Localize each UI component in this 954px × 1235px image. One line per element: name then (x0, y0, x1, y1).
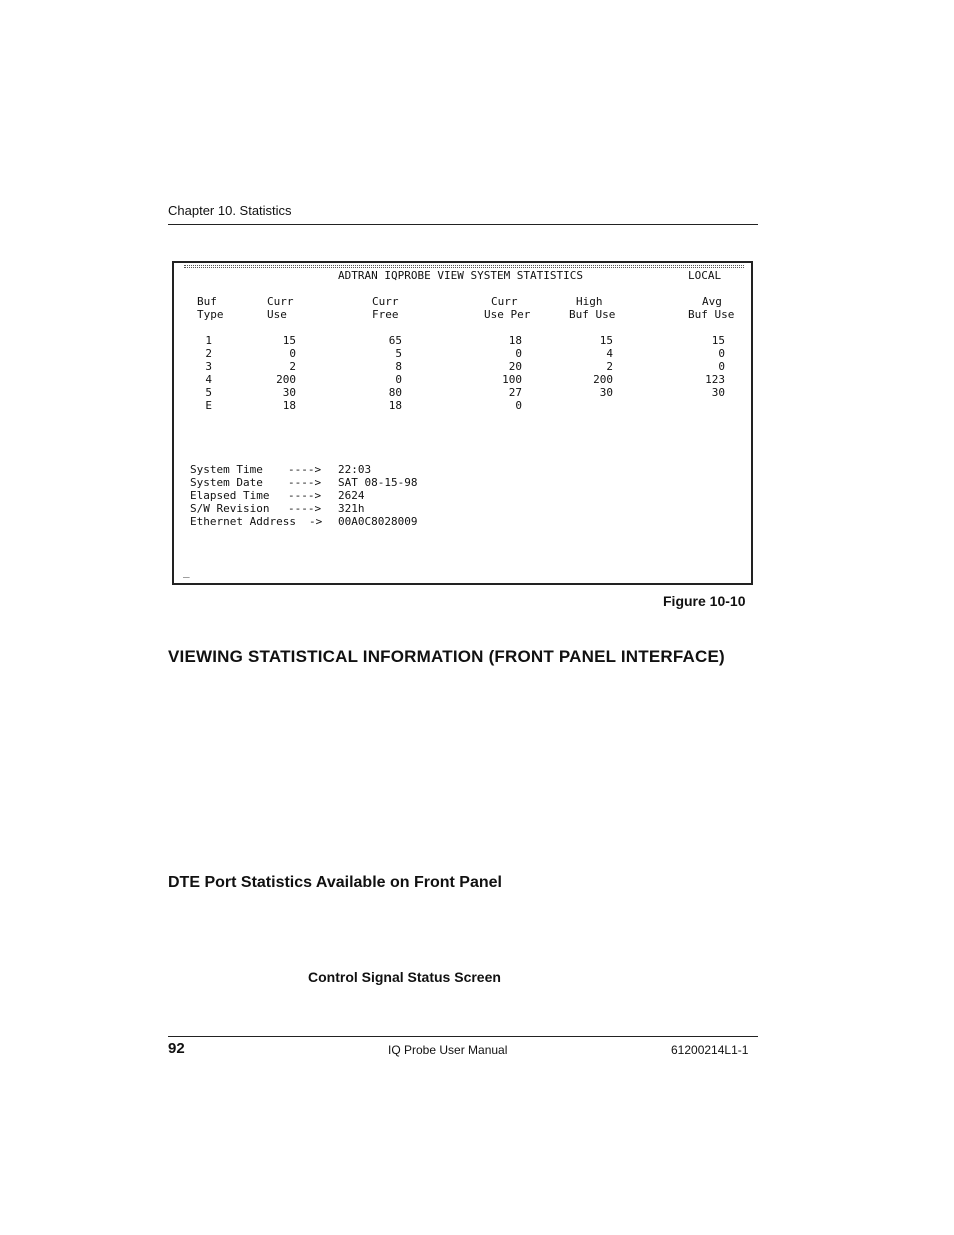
col-header-buf-type-1: Buf (197, 295, 217, 308)
cell-curr-use-per: 0 (515, 347, 522, 360)
figure-caption: Figure 10-10 (663, 593, 746, 609)
col-header-curr-use-2: Use (267, 308, 287, 321)
cell-high-buf-use: 30 (599, 386, 613, 399)
info-value: 00A0C8028009 (338, 515, 418, 528)
section-heading: VIEWING STATISTICAL INFORMATION (FRONT PANEL INTERFACE) (168, 647, 725, 666)
cell-high-buf-use: 2 (606, 360, 613, 373)
table-row (174, 347, 747, 360)
col-header-avg-buf-use-2: Buf Use (688, 308, 735, 321)
info-value: SAT 08-15-98 (338, 476, 418, 489)
info-row-system-time (190, 463, 590, 476)
col-header-curr-free-2: Free (372, 308, 399, 321)
cell-buf-type: 2 (205, 347, 212, 360)
cell-curr-free: 5 (395, 347, 402, 360)
subsection-heading: DTE Port Statistics Available on Front Panel (168, 874, 502, 891)
cell-curr-use-per: 100 (502, 373, 522, 386)
info-arrow: ----> (288, 476, 322, 489)
table-row (174, 386, 747, 399)
info-arrow: ----> (288, 489, 322, 502)
cell-buf-type: 3 (205, 360, 212, 373)
cell-curr-free: 65 (388, 334, 402, 347)
info-arrow: -> (309, 515, 323, 528)
info-value: 22:03 (338, 463, 372, 476)
info-row-ethernet-address (190, 515, 590, 528)
info-value: 2624 (338, 489, 365, 502)
info-label: Ethernet Address (190, 515, 296, 528)
cell-avg-buf-use: 0 (718, 360, 725, 373)
buffer-table-body (174, 334, 747, 414)
cell-curr-use: 200 (276, 373, 296, 386)
terminal-cursor: _ (183, 565, 190, 578)
cell-high-buf-use: 15 (599, 334, 613, 347)
cell-high-buf-use: 200 (593, 373, 613, 386)
col-header-avg-buf-use-1: Avg (702, 295, 722, 308)
running-head: Chapter 10. Statistics (168, 203, 292, 218)
page-number: 92 (168, 1040, 185, 1057)
cell-curr-use: 30 (282, 386, 296, 399)
cell-curr-use: 0 (289, 347, 296, 360)
cell-avg-buf-use: 123 (705, 373, 725, 386)
cell-avg-buf-use: 30 (711, 386, 725, 399)
info-label: Elapsed Time (190, 489, 270, 502)
cell-curr-free: 8 (395, 360, 402, 373)
info-label: System Time (190, 463, 263, 476)
cell-curr-use: 18 (282, 399, 296, 412)
table-row (174, 334, 747, 347)
cell-curr-free: 18 (388, 399, 402, 412)
cell-buf-type: 5 (205, 386, 212, 399)
col-header-curr-use-1: Curr (267, 295, 294, 308)
info-label: S/W Revision (190, 502, 270, 515)
cell-buf-type: E (205, 399, 212, 412)
cell-high-buf-use: 4 (606, 347, 613, 360)
col-header-curr-use-per-2: Use Per (484, 308, 531, 321)
col-header-curr-use-per-1: Curr (491, 295, 518, 308)
table-row (174, 399, 747, 412)
cell-curr-use-per: 27 (508, 386, 522, 399)
system-info (190, 463, 590, 529)
col-header-buf-type-2: Type (197, 308, 224, 321)
footer-rule (168, 1036, 758, 1037)
info-label: System Date (190, 476, 263, 489)
info-value: 321h (338, 502, 365, 515)
info-row-sw-revision (190, 502, 590, 515)
manual-title: IQ Probe User Manual (388, 1043, 508, 1057)
cell-buf-type: 4 (205, 373, 212, 386)
cell-curr-use: 2 (289, 360, 296, 373)
info-arrow: ----> (288, 502, 322, 515)
info-row-elapsed-time (190, 489, 590, 502)
cell-curr-use-per: 0 (515, 399, 522, 412)
info-row-system-date (190, 476, 590, 489)
terminal-title: ADTRAN IQPROBE VIEW SYSTEM STATISTICS (338, 269, 584, 282)
terminal-dotted-rule (184, 267, 744, 268)
table-row (174, 360, 747, 373)
terminal-dotted-rule (184, 265, 744, 266)
cell-avg-buf-use: 15 (711, 334, 725, 347)
col-header-high-buf-use-2: Buf Use (569, 308, 616, 321)
terminal-screen (172, 261, 753, 585)
cell-buf-type: 1 (205, 334, 212, 347)
cell-avg-buf-use: 0 (718, 347, 725, 360)
header-rule (168, 224, 758, 225)
document-number: 61200214L1-1 (671, 1043, 749, 1057)
cell-curr-use-per: 18 (508, 334, 522, 347)
table-row (174, 373, 747, 386)
cell-curr-free: 0 (395, 373, 402, 386)
screen-caption: Control Signal Status Screen (308, 969, 501, 985)
cell-curr-free: 80 (388, 386, 402, 399)
cell-curr-use: 15 (282, 334, 296, 347)
col-header-high-buf-use-1: High (576, 295, 603, 308)
info-arrow: ----> (288, 463, 322, 476)
col-header-curr-free-1: Curr (372, 295, 399, 308)
cell-curr-use-per: 20 (508, 360, 522, 373)
terminal-mode: LOCAL (688, 269, 722, 282)
